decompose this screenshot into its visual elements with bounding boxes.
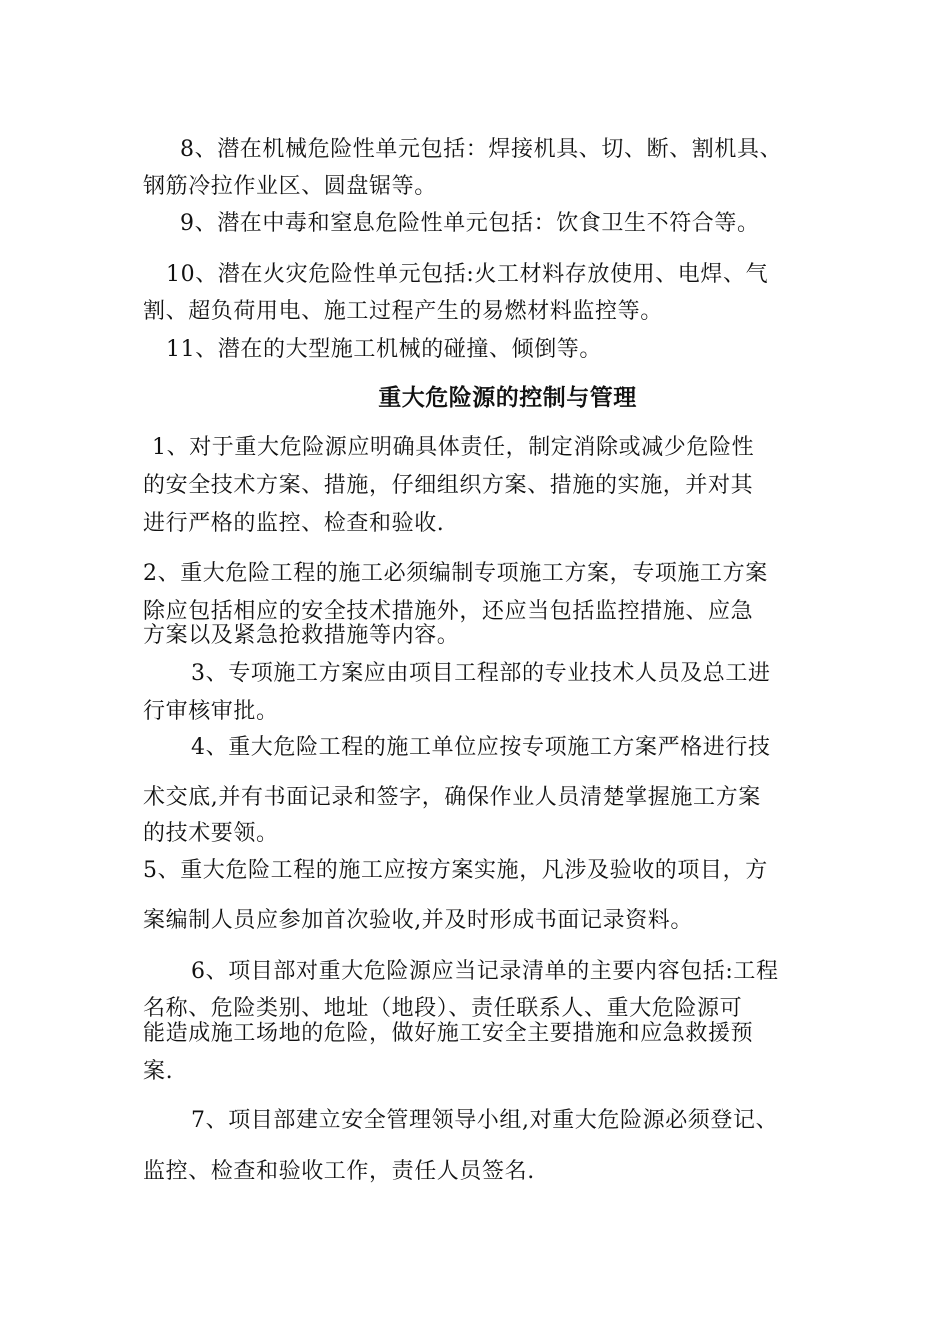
para-2-line-3: 方案以及紧急抢救措施等内容。 xyxy=(143,623,460,648)
para-6-line-1: 6、项目部对重大危险源应当记录清单的主要内容包括:工程 xyxy=(191,959,779,984)
para-4-line-1: 4、重大危险工程的施工单位应按专项施工方案严格进行技 xyxy=(191,735,771,760)
para-5-line-1: 5、重大危险工程的施工应按方案实施，凡涉及验收的项目，方 xyxy=(143,858,768,883)
item-8-line-1: 8、潜在机械危险性单元包括：焊接机具、切、断、割机具、 xyxy=(180,137,783,162)
para-4-line-3: 的技术要领。 xyxy=(143,821,279,846)
item-9-line-1: 9、潜在中毒和窒息危险性单元包括：饮食卫生不符合等。 xyxy=(180,211,760,236)
item-10-line-1: 10、潜在火灾危险性单元包括:火工材料存放使用、电焊、气 xyxy=(166,262,769,287)
para-7-line-1: 7、项目部建立安全管理领导小组,对重大危险源必须登记、 xyxy=(191,1108,779,1133)
para-7-line-2: 监控、检查和验收工作，责任人员签名. xyxy=(143,1159,535,1184)
para-6-line-4: 案. xyxy=(143,1059,174,1084)
para-1-line-1: 1、对于重大危险源应明确具体责任，制定消除或减少危险性 xyxy=(152,435,755,460)
para-1-line-3: 进行严格的监控、检查和验收. xyxy=(143,511,445,536)
item-10-line-2: 割、超负荷用电、施工过程产生的易燃材料监控等。 xyxy=(143,299,663,324)
para-1-line-2: 的安全技术方案、措施，仔细组织方案、措施的实施，并对其 xyxy=(143,473,754,498)
item-8-line-2: 钢筋冷拉作业区、圆盘锯等。 xyxy=(143,174,437,199)
section-heading: 重大危险源的控制与管理 xyxy=(378,385,637,411)
para-4-line-2: 术交底,并有书面记录和签字，确保作业人员清楚掌握施工方案 xyxy=(143,785,761,810)
para-6-line-2: 名称、危险类别、地址（地段）、责任联系人、重大危险源可 xyxy=(143,996,743,1021)
para-3-line-2: 行审核审批。 xyxy=(143,699,279,724)
para-2-line-2: 除应包括相应的安全技术措施外，还应当包括监控措施、应急 xyxy=(143,599,754,624)
para-3-line-1: 3、专项施工方案应由项目工程部的专业技术人员及总工进 xyxy=(191,661,771,686)
para-6-line-3: 能造成施工场地的危险，做好施工安全主要措施和应急救援预 xyxy=(143,1021,754,1046)
para-5-line-2: 案编制人员应参加首次验收,并及时形成书面记录资料。 xyxy=(143,908,693,933)
para-2-line-1: 2、重大危险工程的施工必须编制专项施工方案，专项施工方案 xyxy=(143,561,768,586)
item-11-line-1: 11、潜在的大型施工机械的碰撞、倾倒等。 xyxy=(166,337,602,362)
